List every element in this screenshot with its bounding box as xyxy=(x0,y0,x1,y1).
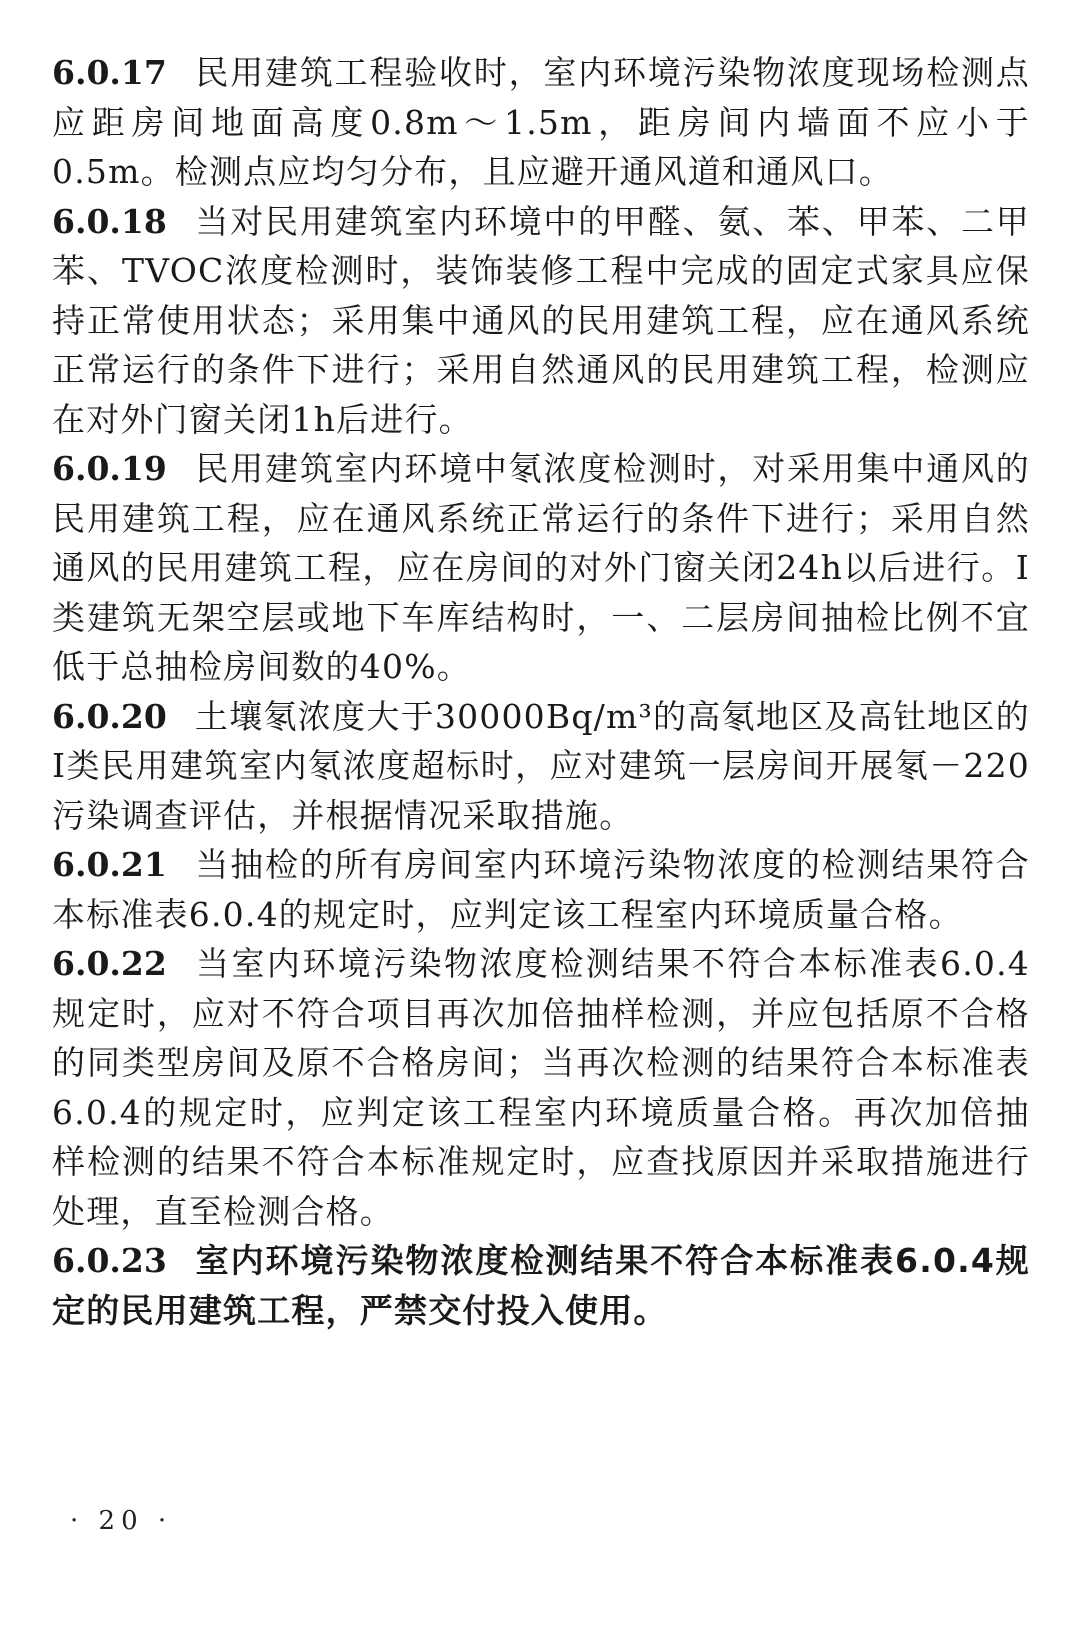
clause-text: 当抽检的所有房间室内环境污染物浓度的检测结果符合本标准表6.0.4的规定时，应判定该工程室内环境质量合格。 xyxy=(52,845,1030,934)
clause-text: 当对民用建筑室内环境中的甲醛、氨、苯、甲苯、二甲苯、TVOC浓度检测时，装饰装修工程中完成的固定式家具应保持正常使用状态；采用集中通风的民用建筑工程，应在通风系统正常运行的条件下进行；采用自然通风的民用建筑工程，检测应在对外门窗关闭1h后进行。 xyxy=(52,201,1030,439)
document-body xyxy=(52,48,1030,1335)
clause-6-0-23 xyxy=(52,1236,1030,1335)
clause-number: 6.0.22 xyxy=(52,944,167,983)
clause-6-0-20 xyxy=(52,692,1030,841)
clause-6-0-17 xyxy=(52,48,1030,197)
clause-6-0-21 xyxy=(52,840,1030,939)
clause-number: 6.0.17 xyxy=(52,53,167,92)
clause-text: 民用建筑室内环境中氡浓度检测时，对采用集中通风的民用建筑工程，应在通风系统正常运行的条件下进行；采用自然通风的民用建筑工程，应在房间的对外门窗关闭24h以后进行。Ⅰ类建筑无架空层或地下车库结构时，一、二层房间抽检比例不宜低于总抽检房间数的40%。 xyxy=(52,449,1030,686)
clause-number: 6.0.20 xyxy=(52,696,167,736)
clause-number: 6.0.21 xyxy=(52,845,167,884)
clause-text: 当室内环境污染物浓度检测结果不符合本标准表6.0.4规定时，应对不符合项目再次加倍抽样检测，并应包括原不合格的同类型房间及原不合格房间；当再次检测的结果符合本标准表6.0.4的规定时，应判定该工程室内环境质量合格。再次加倍抽样检测的结果不符合本标准规定时，应查找原因并采取措施进行处理，直至检测合格。 xyxy=(52,944,1030,1231)
clause-text: 室内环境污染物浓度检测结果不符合本标准表6.0.4规定的民用建筑工程，严禁交付投入使用。 xyxy=(52,1241,1030,1330)
clause-6-0-18 xyxy=(52,197,1030,445)
clause-number: 6.0.23 xyxy=(52,1241,167,1280)
page-number: · 20 · xyxy=(70,1506,173,1536)
clause-number: 6.0.19 xyxy=(52,449,167,488)
clause-number: 6.0.18 xyxy=(52,201,167,241)
clause-text: 土壤氡浓度大于30000Bq/m³的高氡地区及高钍地区的Ⅰ类民用建筑室内氡浓度超标时，应对建筑一层房间开展氡－220污染调查评估，并根据情况采取措施。 xyxy=(52,696,1030,835)
clause-6-0-22 xyxy=(52,939,1030,1236)
clause-text: 民用建筑工程验收时，室内环境污染物浓度现场检测点应距房间地面高度0.8m～1.5m，距房间内墙面不应小于0.5m。检测点应均匀分布，且应避开通风道和通风口。 xyxy=(52,53,1030,191)
clause-6-0-19 xyxy=(52,444,1030,692)
